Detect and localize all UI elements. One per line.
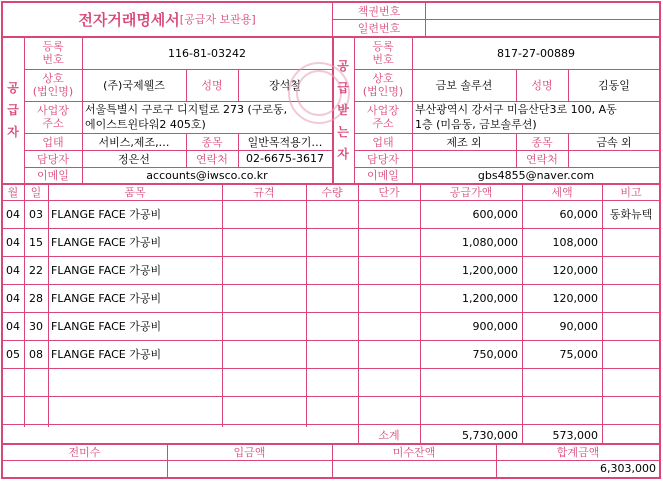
cell-month: 04 (6, 291, 20, 305)
cell-item (48, 396, 222, 424)
col-month-header: 월 (7, 185, 19, 199)
buyer-contact-label: 연락처 (526, 152, 558, 166)
cell-tax: 120,000 (552, 291, 598, 305)
buyer-manager (412, 150, 516, 167)
cell-day: 22 (29, 263, 43, 277)
buyer-reg-no: 817-27-00889 (497, 46, 575, 60)
prev-balance-label: 전미수 (68, 445, 101, 459)
cell-item (48, 368, 222, 396)
cell-spec (222, 200, 306, 228)
subtotal-label: 소계 (378, 429, 400, 442)
cell-note (602, 396, 660, 424)
cell-qty (306, 228, 358, 256)
cell-item: FLANGE FACE 가공비 (51, 264, 162, 277)
col-note-header: 비고 (620, 185, 642, 199)
cell-note (602, 312, 660, 340)
supplier-reg-no-label: 등록 번호 (42, 40, 64, 66)
buyer-address (415, 102, 660, 132)
book-no-label: 책권번호 (357, 4, 401, 18)
cell-item: FLANGE FACE 가공비 (51, 320, 162, 333)
cell-month: 04 (6, 319, 20, 333)
buyer-reg-no-label: 등록 번호 (372, 40, 394, 66)
col-item-header: 품목 (124, 185, 146, 199)
cell-day (24, 396, 48, 424)
supplier-address-label: 사업장 주소 (37, 104, 69, 130)
cell-item: FLANGE FACE 가공비 (51, 208, 162, 221)
serial-no-label: 일련번호 (357, 21, 401, 35)
cell-qty (306, 284, 358, 312)
grid-line (602, 427, 603, 443)
cell-day: 15 (29, 235, 43, 249)
cell-month: 04 (6, 207, 20, 221)
buyer-name-label: 성명 (531, 79, 553, 92)
cell-supply: 1,200,000 (462, 263, 518, 277)
cell-tax: 75,000 (559, 347, 598, 361)
cell-tax: 120,000 (552, 263, 598, 277)
document-title (2, 2, 332, 36)
supplier-address-line2: 에이스트윈타워2 405호) (85, 118, 206, 131)
supplier-reg-no: 116-81-03242 (168, 46, 246, 60)
cell-spec (222, 368, 306, 396)
buyer-address-line1: 부산광역시 강서구 미음산단3로 100, A동 (415, 103, 617, 116)
cell-tax: 60,000 (559, 207, 598, 221)
cell-month: 04 (6, 235, 20, 249)
col-tax-header: 세액 (551, 185, 573, 199)
cell-unit-price (358, 284, 420, 312)
supplier-company-label: 상호 (법인명) (32, 72, 74, 98)
supplier-address-line1: 서울특별시 구로구 디지털로 273 (구로동, (85, 103, 288, 116)
cell-qty (306, 340, 358, 368)
supplier-manager-label: 담당자 (37, 152, 69, 166)
subtotal-supply: 5,730,000 (462, 428, 518, 442)
buyer-category: 금속 외 (596, 135, 632, 149)
cell-unit-price (358, 200, 420, 228)
cell-note (602, 284, 660, 312)
cell-month (2, 368, 24, 396)
cell-note (602, 256, 660, 284)
supplier-name: 장석철 (269, 79, 301, 92)
col-unit-price-header: 단가 (378, 185, 400, 199)
deposit-label: 입금액 (233, 445, 266, 459)
col-spec-header: 규격 (253, 185, 275, 199)
cell-qty (306, 312, 358, 340)
buyer-category-label: 종목 (531, 135, 553, 149)
cell-tax (522, 368, 602, 396)
cell-qty (306, 256, 358, 284)
cell-supply: 900,000 (472, 319, 518, 333)
buyer-email-label: 이메일 (367, 169, 399, 182)
cell-day: 08 (29, 347, 43, 361)
supplier-business-type-label: 업태 (42, 135, 64, 149)
cell-tax: 90,000 (559, 319, 598, 333)
supplier-business-type: 서비스,제조,… (98, 135, 170, 149)
buyer-side-label: 공 급 받 는 자 (337, 59, 349, 161)
supplier-contact-label: 연락처 (196, 152, 228, 166)
cell-note (602, 368, 660, 396)
buyer-name: 김동일 (598, 79, 630, 92)
grid-line (425, 1, 426, 36)
cell-unit-price (358, 396, 420, 424)
cell-unit-price (358, 228, 420, 256)
cell-month: 04 (6, 263, 20, 277)
col-qty-header: 수량 (321, 185, 343, 199)
cell-spec (222, 256, 306, 284)
supplier-email: accounts@iwsco.co.kr (146, 168, 268, 182)
cell-supply: 750,000 (472, 347, 518, 361)
cell-supply: 600,000 (472, 207, 518, 221)
supplier-category: 일반목적용기… (247, 135, 323, 149)
buyer-address-label: 사업장 주소 (367, 104, 399, 130)
cell-unit-price (358, 368, 420, 396)
buyer-manager-label: 담당자 (367, 152, 399, 166)
cell-note: 동화뉴텍 (609, 208, 653, 221)
supplier-manager: 정은선 (118, 152, 150, 166)
cell-qty (306, 368, 358, 396)
cell-day: 03 (29, 207, 43, 221)
cell-item: FLANGE FACE 가공비 (51, 292, 162, 305)
grid-line (1, 424, 661, 425)
cell-spec (222, 284, 306, 312)
cell-spec (222, 228, 306, 256)
cell-unit-price (358, 340, 420, 368)
cell-qty (306, 200, 358, 228)
supplier-side-label: 공 급 자 (7, 81, 19, 139)
cell-unit-price (358, 256, 420, 284)
cell-supply: 1,200,000 (462, 291, 518, 305)
subtotal-tax: 573,000 (552, 428, 598, 442)
buyer-business-type-label: 업태 (372, 135, 394, 149)
buyer-business-type: 제조 외 (446, 135, 482, 149)
buyer-company: 금보 솔루션 (435, 79, 493, 92)
supplier-name-label: 성명 (201, 79, 223, 92)
outstanding-label: 미수잔액 (392, 445, 436, 459)
grid-line (1, 477, 661, 479)
buyer-contact (568, 150, 660, 167)
buyer-address-line2: 1층 (미음동, 금보솔루션) (415, 118, 537, 131)
supplier-company: (주)국제웰즈 (103, 79, 165, 92)
cell-day (24, 368, 48, 396)
cell-item: FLANGE FACE 가공비 (51, 236, 162, 249)
cell-tax: 108,000 (552, 235, 598, 249)
cell-day: 28 (29, 291, 43, 305)
cell-note (602, 340, 660, 368)
cell-month: 05 (6, 347, 20, 361)
cell-day: 30 (29, 319, 43, 333)
title-subtitle: [공급자 보관용] (179, 13, 256, 26)
supplier-contact: 02-6675-3617 (246, 152, 324, 165)
cell-note (602, 228, 660, 256)
supplier-email-label: 이메일 (37, 169, 69, 182)
cell-tax (522, 396, 602, 424)
title-text: 전자거래명세서 (78, 10, 180, 29)
col-supply-header: 공급가액 (449, 185, 493, 199)
supplier-category-label: 종목 (201, 135, 223, 149)
cell-unit-price (358, 312, 420, 340)
cell-spec (222, 340, 306, 368)
cell-spec (222, 396, 306, 424)
buyer-company-label: 상호 (법인명) (362, 72, 404, 98)
cell-spec (222, 312, 306, 340)
total-label: 합계금액 (556, 445, 600, 459)
cell-item: FLANGE FACE 가공비 (51, 348, 162, 361)
total-amount: 6,303,000 (600, 462, 656, 475)
cell-supply: 1,080,000 (462, 235, 518, 249)
col-day-header: 일 (30, 185, 42, 199)
buyer-email: gbs4855@naver.com (477, 168, 595, 182)
cell-month (2, 396, 24, 424)
cell-supply (420, 368, 522, 396)
cell-qty (306, 396, 358, 424)
cell-supply (420, 396, 522, 424)
